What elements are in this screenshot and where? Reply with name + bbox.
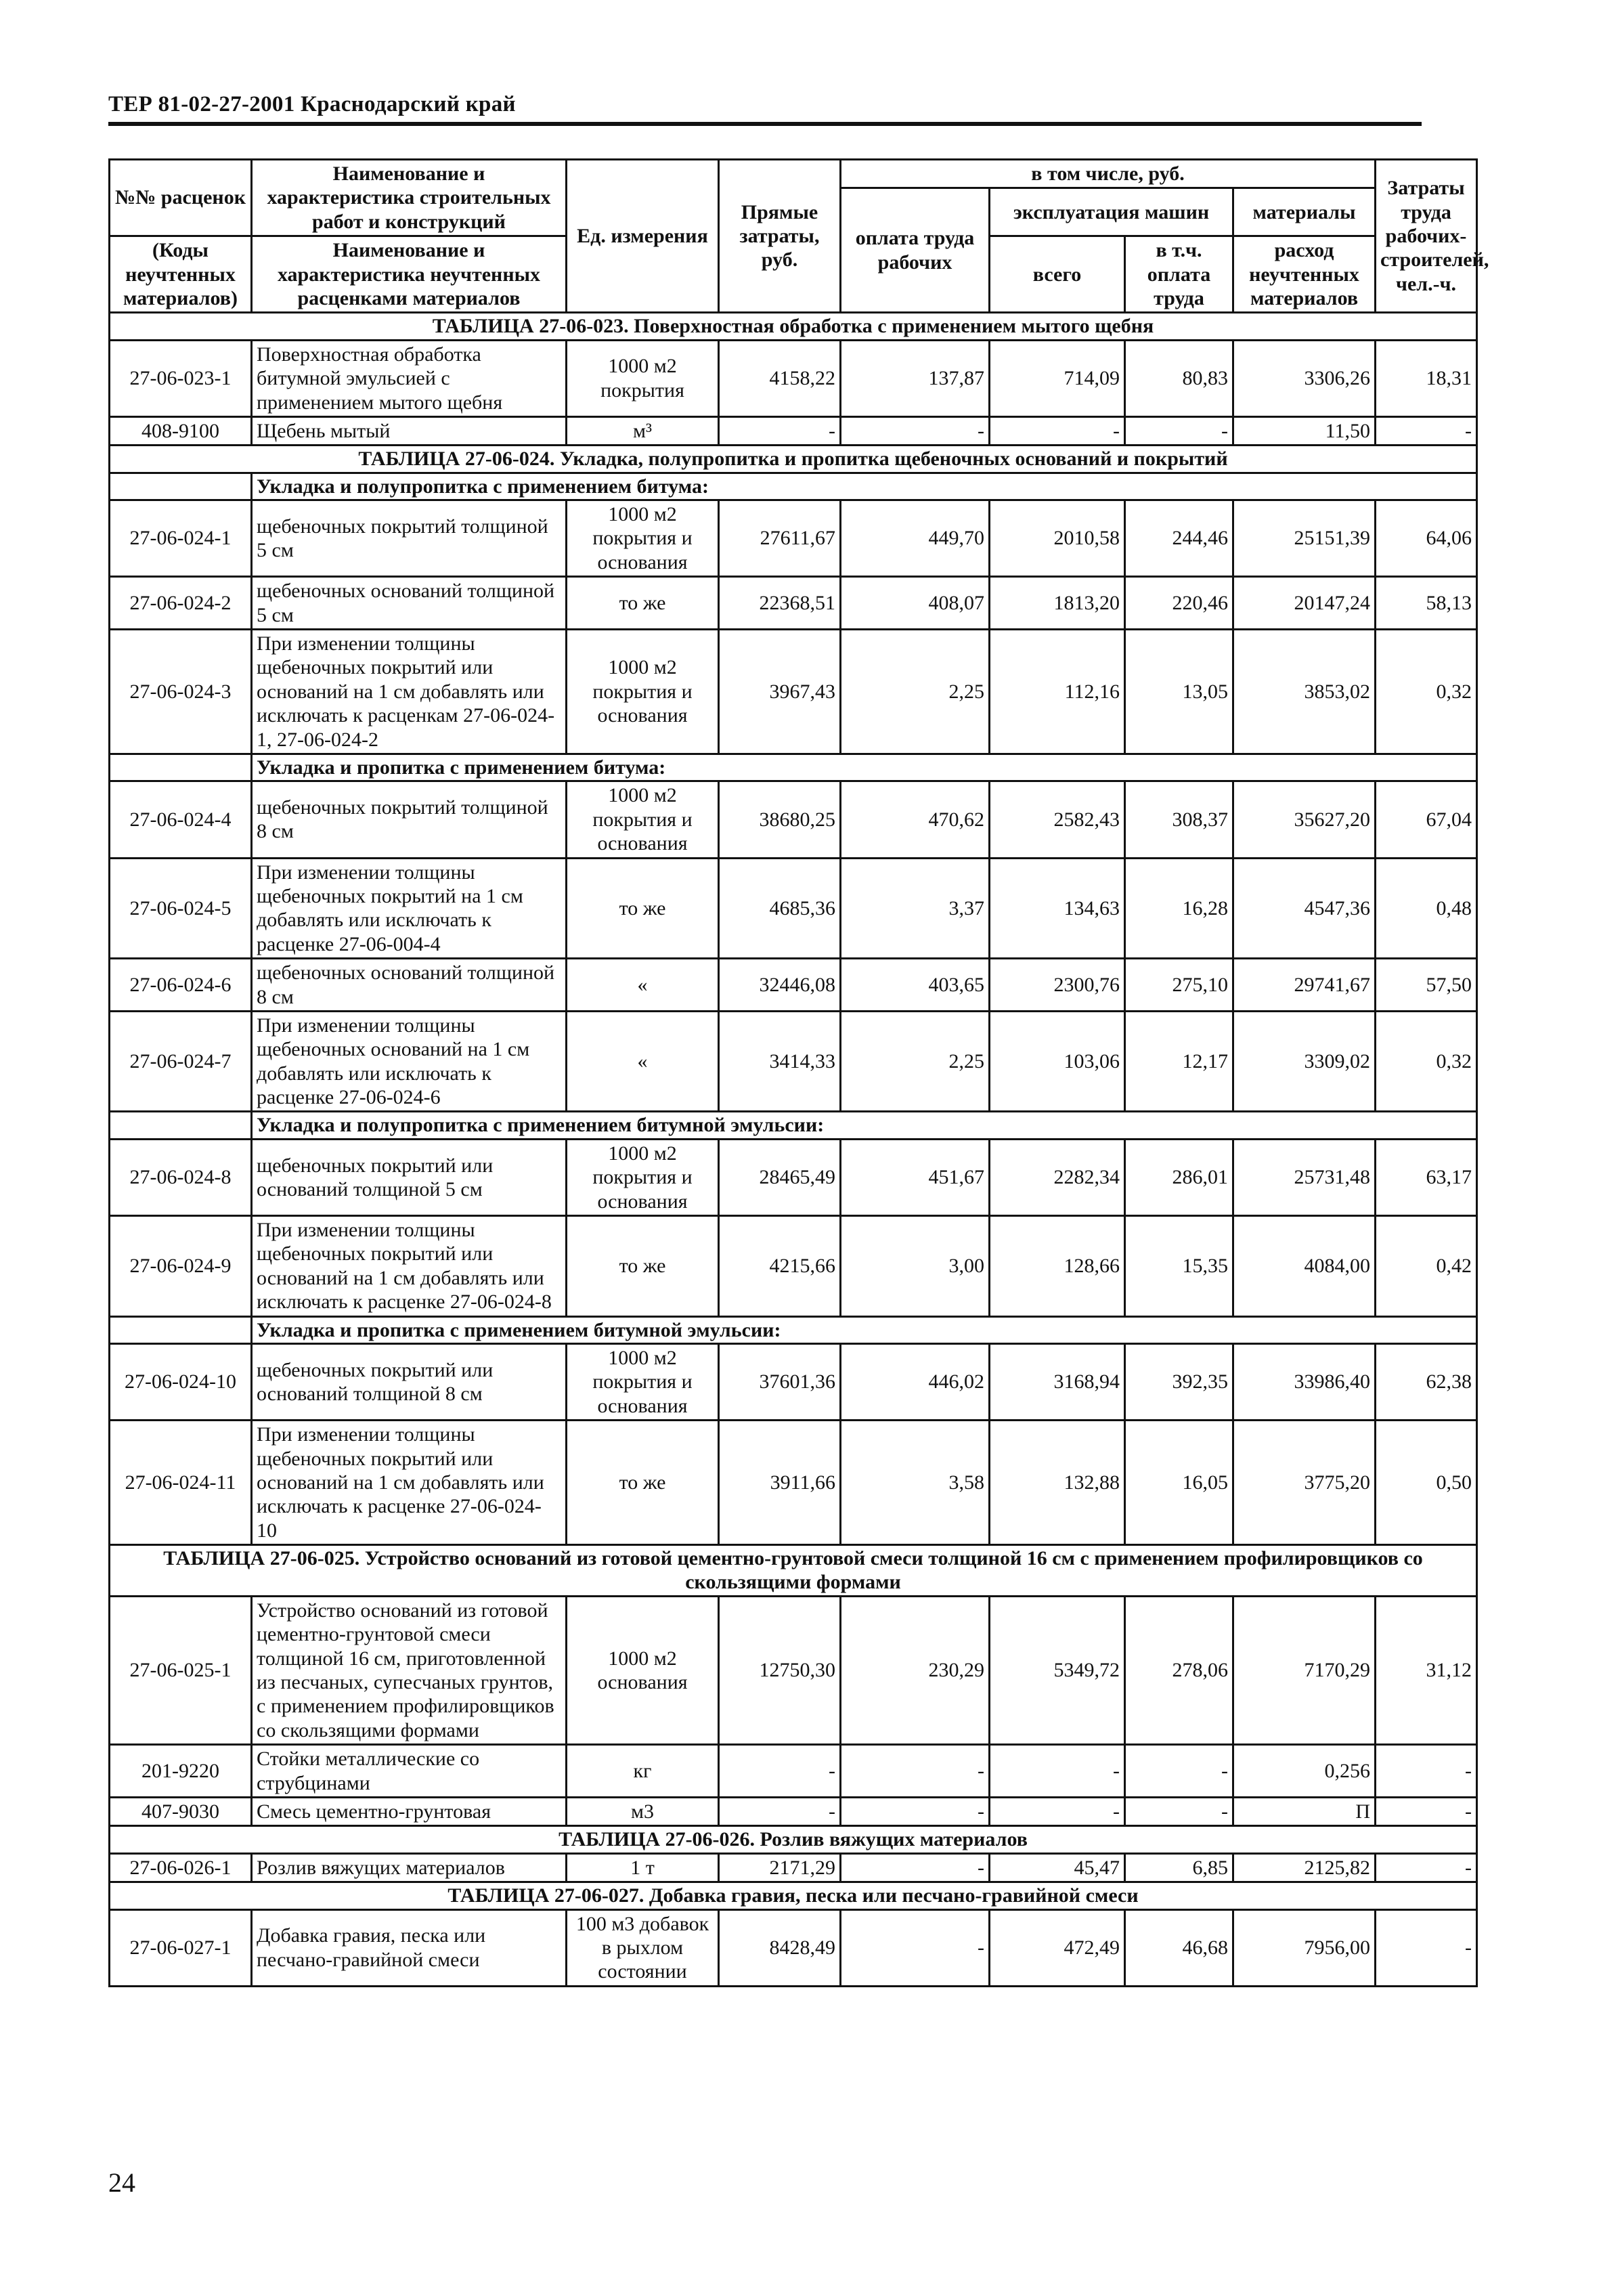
work-name: Смесь цементно-грунтовая: [252, 1798, 567, 1826]
material-costs: 29741,67: [1233, 959, 1376, 1012]
direct-costs: 4158,22: [719, 340, 841, 416]
unit-of-measure: «: [567, 959, 719, 1012]
machine-costs: -: [990, 1745, 1125, 1798]
subsection-code-cell: [110, 754, 252, 781]
direct-costs: 3414,33: [719, 1011, 841, 1112]
table-row: [110, 959, 1477, 1012]
work-name: При изменении толщины щебеночных покрытий или оснований на 1 см добавлять или исключать к расценке 27-06-024-8: [252, 1216, 567, 1317]
material-costs: 4547,36: [1233, 858, 1376, 959]
machine-operator-wages: 80,83: [1125, 340, 1233, 416]
work-name: При изменении толщины щебеночных покрытий или оснований на 1 см добавлять или исключать к расценкам 27-06-024-1, 27-06-024-2: [252, 630, 567, 754]
table-row: [110, 858, 1477, 959]
machine-costs: -: [990, 1798, 1125, 1826]
header-machines-total: всего: [990, 236, 1125, 313]
direct-costs: 3911,66: [719, 1421, 841, 1545]
header-machines-wages: в т.ч. оплата труда: [1125, 236, 1233, 313]
header-materials-sub: расход неучтенных материалов: [1233, 236, 1376, 313]
worker-wages: -: [841, 1745, 990, 1798]
table-row: [110, 1798, 1477, 1826]
direct-costs: -: [719, 416, 841, 445]
material-costs: 3306,26: [1233, 340, 1376, 416]
table-row: [110, 416, 1477, 445]
rate-code: 27-06-024-5: [110, 858, 252, 959]
direct-costs: 28465,49: [719, 1139, 841, 1215]
direct-costs: 32446,08: [719, 959, 841, 1012]
material-costs: 3775,20: [1233, 1421, 1376, 1545]
unit-of-measure: м³: [567, 416, 719, 445]
rate-code: 27-06-024-9: [110, 1216, 252, 1317]
worker-wages: 137,87: [841, 340, 990, 416]
rate-code: 27-06-024-8: [110, 1139, 252, 1215]
machine-operator-wages: -: [1125, 1745, 1233, 1798]
machine-operator-wages: 220,46: [1125, 577, 1233, 630]
header-code-top: №№ расценок: [110, 160, 252, 236]
table-header: [110, 160, 1489, 313]
section-title: ТАБЛИЦА 27-06-024. Укладка, полупропитка и пропитка щебеночных оснований и покрытий: [110, 446, 1477, 473]
rate-code: 27-06-025-1: [110, 1596, 252, 1744]
direct-costs: 38680,25: [719, 781, 841, 858]
work-name: Розлив вяжущих материалов: [252, 1853, 567, 1882]
labor-hours: -: [1376, 1745, 1477, 1798]
header-name-bottom: Наименование и характеристика неучтенных расценками материалов: [252, 236, 567, 313]
unit-of-measure: 1000 м2 покрытия и основания: [567, 500, 719, 577]
unit-of-measure: кг: [567, 1745, 719, 1798]
machine-costs: 2010,58: [990, 500, 1125, 577]
section-title-row: [110, 446, 1477, 473]
direct-costs: 8428,49: [719, 1909, 841, 1986]
direct-costs: 22368,51: [719, 577, 841, 630]
machine-costs: 2282,34: [990, 1139, 1125, 1215]
subsection-title-row: [110, 473, 1477, 500]
table-body: [110, 313, 1477, 1986]
subsection-title-row: [110, 1112, 1477, 1139]
machine-operator-wages: 275,10: [1125, 959, 1233, 1012]
machine-costs: 134,63: [990, 858, 1125, 959]
work-name: щебеночных покрытий толщиной 5 см: [252, 500, 567, 577]
machine-operator-wages: 278,06: [1125, 1596, 1233, 1744]
unit-of-measure: 1000 м2 покрытия и основания: [567, 1343, 719, 1420]
unit-of-measure: то же: [567, 1421, 719, 1545]
worker-wages: 3,58: [841, 1421, 990, 1545]
table-row: [110, 781, 1477, 858]
machine-costs: 5349,72: [990, 1596, 1125, 1744]
direct-costs: 3967,43: [719, 630, 841, 754]
machine-operator-wages: 308,37: [1125, 781, 1233, 858]
unit-of-measure: 1000 м2 покрытия и основания: [567, 781, 719, 858]
rate-code: 27-06-024-10: [110, 1343, 252, 1420]
labor-hours: 0,48: [1376, 858, 1477, 959]
labor-hours: 64,06: [1376, 500, 1477, 577]
machine-costs: 1813,20: [990, 577, 1125, 630]
labor-hours: 63,17: [1376, 1139, 1477, 1215]
work-name: Поверхностная обработка битумной эмульсией с применением мытого щебня: [252, 340, 567, 416]
table-row: [110, 1745, 1477, 1798]
table-row: [110, 1216, 1477, 1317]
direct-costs: 27611,67: [719, 500, 841, 577]
labor-hours: 31,12: [1376, 1596, 1477, 1744]
labor-hours: 0,50: [1376, 1421, 1477, 1545]
table-row: [110, 1343, 1477, 1420]
unit-of-measure: «: [567, 1011, 719, 1112]
material-costs: 7956,00: [1233, 1909, 1376, 1986]
machine-costs: 128,66: [990, 1216, 1125, 1317]
labor-hours: 57,50: [1376, 959, 1477, 1012]
labor-hours: 67,04: [1376, 781, 1477, 858]
header-unit: Ед. измерения: [567, 160, 719, 313]
machine-operator-wages: 16,05: [1125, 1421, 1233, 1545]
section-title-row: [110, 1545, 1477, 1597]
worker-wages: -: [841, 1853, 990, 1882]
work-name: При изменении толщины щебеночных оснований на 1 см добавлять или исключать к расценке 27-06-024-6: [252, 1011, 567, 1112]
header-labor: Затраты труда рабочих-строителей, чел.-ч.: [1376, 160, 1477, 313]
machine-costs: 132,88: [990, 1421, 1125, 1545]
subsection-title: Укладка и пропитка с применением битума:: [252, 754, 1477, 781]
worker-wages: 408,07: [841, 577, 990, 630]
unit-of-measure: то же: [567, 577, 719, 630]
worker-wages: 3,00: [841, 1216, 990, 1317]
rate-code: 27-06-024-3: [110, 630, 252, 754]
machine-operator-wages: 15,35: [1125, 1216, 1233, 1317]
machine-costs: 472,49: [990, 1909, 1125, 1986]
worker-wages: -: [841, 1798, 990, 1826]
rate-code: 27-06-024-7: [110, 1011, 252, 1112]
work-name: При изменении толщины щебеночных покрытий или оснований на 1 см добавлять или исключать к расценке 27-06-024-10: [252, 1421, 567, 1545]
machine-operator-wages: 16,28: [1125, 858, 1233, 959]
page-number: 24: [108, 2167, 135, 2198]
table-row: [110, 500, 1477, 577]
table-row: [110, 1596, 1477, 1744]
material-costs: 4084,00: [1233, 1216, 1376, 1317]
worker-wages: 449,70: [841, 500, 990, 577]
unit-of-measure: 1000 м2 покрытия: [567, 340, 719, 416]
unit-of-measure: м3: [567, 1798, 719, 1826]
direct-costs: -: [719, 1745, 841, 1798]
worker-wages: 2,25: [841, 630, 990, 754]
direct-costs: 2171,29: [719, 1853, 841, 1882]
work-name: При изменении толщины щебеночных покрытий на 1 см добавлять или исключать к расценке 27-06-004-4: [252, 858, 567, 959]
rate-code: 27-06-024-4: [110, 781, 252, 858]
unit-of-measure: 1000 м2 основания: [567, 1596, 719, 1744]
header-direct-costs: Прямые затраты, руб.: [719, 160, 841, 313]
work-name: щебеночных оснований толщиной 5 см: [252, 577, 567, 630]
worker-wages: 451,67: [841, 1139, 990, 1215]
section-title-row: [110, 1826, 1477, 1853]
rates-table: [108, 158, 1489, 1987]
table-row: [110, 577, 1477, 630]
machine-costs: 714,09: [990, 340, 1125, 416]
worker-wages: 3,37: [841, 858, 990, 959]
unit-of-measure: 1000 м2 покрытия и основания: [567, 630, 719, 754]
work-name: щебеночных покрытий толщиной 8 см: [252, 781, 567, 858]
section-title-row: [110, 1882, 1477, 1909]
machine-operator-wages: 6,85: [1125, 1853, 1233, 1882]
machine-operator-wages: 286,01: [1125, 1139, 1233, 1215]
material-costs: 20147,24: [1233, 577, 1376, 630]
worker-wages: -: [841, 416, 990, 445]
machine-operator-wages: -: [1125, 1798, 1233, 1826]
header-machines: эксплуатация машин: [990, 188, 1233, 236]
page-header: ТЕР 81-02-27-2001 Краснодарский край: [108, 92, 516, 116]
machine-costs: 2582,43: [990, 781, 1125, 858]
material-costs: 25151,39: [1233, 500, 1376, 577]
labor-hours: -: [1376, 1853, 1477, 1882]
table-row: [110, 1421, 1477, 1545]
subsection-title: Укладка и полупропитка с применением битума:: [252, 473, 1477, 500]
material-costs: 7170,29: [1233, 1596, 1376, 1744]
subsection-code-cell: [110, 473, 252, 500]
table-row: [110, 1139, 1477, 1215]
material-costs: П: [1233, 1798, 1376, 1826]
rate-code: 27-06-027-1: [110, 1909, 252, 1986]
labor-hours: 62,38: [1376, 1343, 1477, 1420]
material-costs: 0,256: [1233, 1745, 1376, 1798]
work-name: щебеночных покрытий или оснований толщиной 5 см: [252, 1139, 567, 1215]
header-name-top: Наименование и характеристика строительных работ и конструкций: [252, 160, 567, 236]
subsection-code-cell: [110, 1112, 252, 1139]
labor-hours: 0,32: [1376, 1011, 1477, 1112]
direct-costs: 37601,36: [719, 1343, 841, 1420]
direct-costs: 4685,36: [719, 858, 841, 959]
machine-costs: -: [990, 416, 1125, 445]
direct-costs: -: [719, 1798, 841, 1826]
table-row: [110, 340, 1477, 416]
labor-hours: 0,32: [1376, 630, 1477, 754]
unit-of-measure: 1000 м2 покрытия и основания: [567, 1139, 719, 1215]
work-name: щебеночных оснований толщиной 8 см: [252, 959, 567, 1012]
subsection-title: Укладка и полупропитка с применением битумной эмульсии:: [252, 1112, 1477, 1139]
section-title: ТАБЛИЦА 27-06-023. Поверхностная обработка с применением мытого щебня: [110, 313, 1477, 340]
machine-costs: 103,06: [990, 1011, 1125, 1112]
section-title: ТАБЛИЦА 27-06-027. Добавка гравия, песка или песчано-гравийной смеси: [110, 1882, 1477, 1909]
header-materials: материалы: [1233, 188, 1376, 236]
worker-wages: 446,02: [841, 1343, 990, 1420]
work-name: щебеночных покрытий или оснований толщиной 8 см: [252, 1343, 567, 1420]
unit-of-measure: то же: [567, 1216, 719, 1317]
header-code-bottom: (Коды неучтенных материалов): [110, 236, 252, 313]
section-title-row: [110, 313, 1477, 340]
direct-costs: 12750,30: [719, 1596, 841, 1744]
rate-code: 27-06-024-1: [110, 500, 252, 577]
header-wages: оплата труда рабочих: [841, 188, 990, 313]
machine-costs: 3168,94: [990, 1343, 1125, 1420]
unit-of-measure: 1 т: [567, 1853, 719, 1882]
header-including: в том числе, руб.: [841, 160, 1376, 188]
machine-costs: 45,47: [990, 1853, 1125, 1882]
material-costs: 35627,20: [1233, 781, 1376, 858]
work-name: Добавка гравия, песка или песчано-гравийной смеси: [252, 1909, 567, 1986]
machine-costs: 2300,76: [990, 959, 1125, 1012]
worker-wages: -: [841, 1909, 990, 1986]
table-row: [110, 1853, 1477, 1882]
material-costs: 11,50: [1233, 416, 1376, 445]
worker-wages: 230,29: [841, 1596, 990, 1744]
machine-operator-wages: 46,68: [1125, 1909, 1233, 1986]
rate-code: 27-06-024-11: [110, 1421, 252, 1545]
rate-code: 407-9030: [110, 1798, 252, 1826]
work-name: Устройство оснований из готовой цементно-грунтовой смеси толщиной 16 см, приготовленной из песчаных, супесчаных грунтов, с применением профилировщиков со скользящими формами: [252, 1596, 567, 1744]
worker-wages: 470,62: [841, 781, 990, 858]
worker-wages: 2,25: [841, 1011, 990, 1112]
subsection-title-row: [110, 754, 1477, 781]
rate-code: 27-06-024-2: [110, 577, 252, 630]
table-row: [110, 1909, 1477, 1986]
machine-operator-wages: 244,46: [1125, 500, 1233, 577]
subsection-title-row: [110, 1316, 1477, 1343]
material-costs: 2125,82: [1233, 1853, 1376, 1882]
labor-hours: -: [1376, 1909, 1477, 1986]
material-costs: 3853,02: [1233, 630, 1376, 754]
labor-hours: 58,13: [1376, 577, 1477, 630]
rate-code: 27-06-026-1: [110, 1853, 252, 1882]
machine-costs: 112,16: [990, 630, 1125, 754]
worker-wages: 403,65: [841, 959, 990, 1012]
material-costs: 33986,40: [1233, 1343, 1376, 1420]
labor-hours: 18,31: [1376, 340, 1477, 416]
labor-hours: -: [1376, 416, 1477, 445]
unit-of-measure: то же: [567, 858, 719, 959]
material-costs: 3309,02: [1233, 1011, 1376, 1112]
rate-code: 201-9220: [110, 1745, 252, 1798]
header-rule: [108, 122, 1422, 126]
unit-of-measure: 100 м3 добавок в рыхлом состоянии: [567, 1909, 719, 1986]
direct-costs: 4215,66: [719, 1216, 841, 1317]
subsection-title: Укладка и пропитка с применением битумной эмульсии:: [252, 1316, 1477, 1343]
machine-operator-wages: -: [1125, 416, 1233, 445]
work-name: Стойки металлические со струбцинами: [252, 1745, 567, 1798]
machine-operator-wages: 12,17: [1125, 1011, 1233, 1112]
machine-operator-wages: 392,35: [1125, 1343, 1233, 1420]
rate-code: 27-06-024-6: [110, 959, 252, 1012]
rate-code: 408-9100: [110, 416, 252, 445]
subsection-code-cell: [110, 1316, 252, 1343]
labor-hours: -: [1376, 1798, 1477, 1826]
machine-operator-wages: 13,05: [1125, 630, 1233, 754]
section-title: ТАБЛИЦА 27-06-026. Розлив вяжущих материалов: [110, 1826, 1477, 1853]
table-row: [110, 1011, 1477, 1112]
table-row: [110, 630, 1477, 754]
rate-code: 27-06-023-1: [110, 340, 252, 416]
work-name: Щебень мытый: [252, 416, 567, 445]
material-costs: 25731,48: [1233, 1139, 1376, 1215]
section-title: ТАБЛИЦА 27-06-025. Устройство оснований из готовой цементно-грунтовой смеси толщиной 16 см с применением профилировщиков со скользящими формами: [110, 1545, 1477, 1597]
labor-hours: 0,42: [1376, 1216, 1477, 1317]
